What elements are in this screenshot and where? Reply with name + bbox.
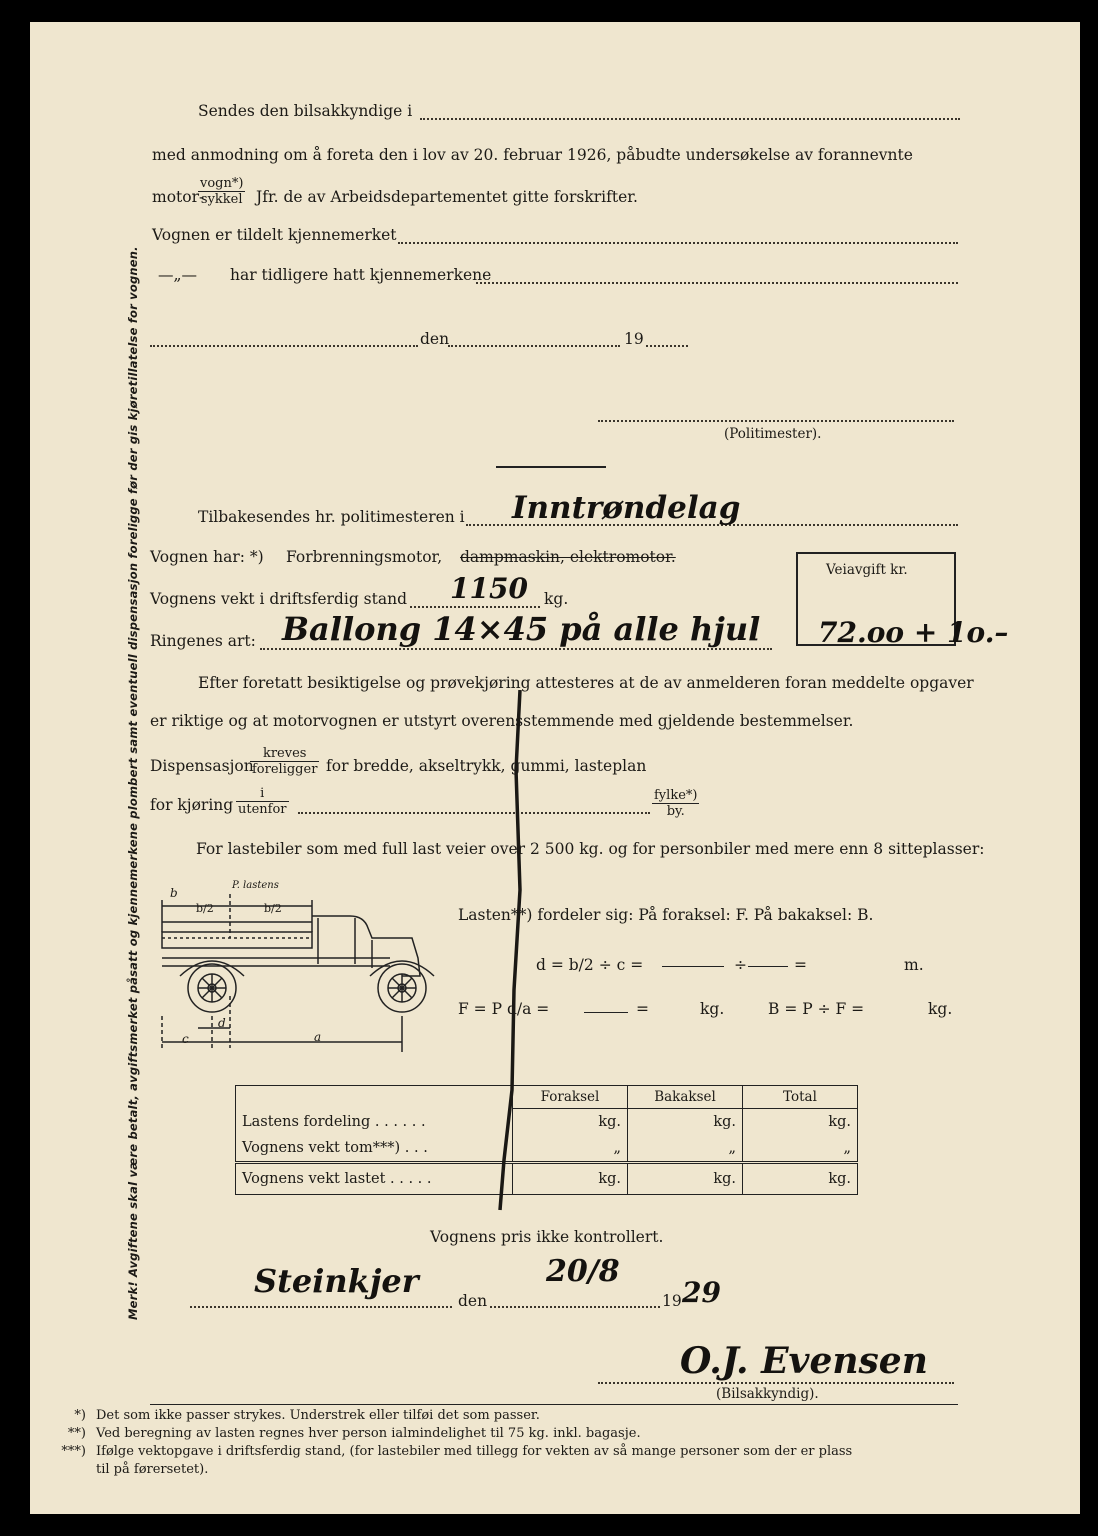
place-handwriting: Steinkjer: [254, 1262, 419, 1300]
formula-f-eq: =: [636, 1000, 649, 1018]
date-handwriting: 20/8: [546, 1254, 620, 1289]
fylke-fraction: [652, 788, 699, 819]
tidligere-label: har tidligere hatt kjennemerkene: [230, 266, 492, 284]
bilsakkyndig-label: (Bilsakkyndig).: [716, 1386, 819, 1402]
date-sign-line: [490, 1306, 660, 1308]
fylke-fraction-den: by.: [666, 804, 685, 819]
motor-type-kept: Forbrenningsmotor,: [286, 548, 443, 566]
motor-fraction-den: sykkel: [200, 192, 243, 207]
side-note: Merk! Avgiftene skal være betalt, avgiftsmerket påsatt og kjennemerkene plombert samt eventuell dispensasjon foreligge før der gis kjøretillatelse for vognen.: [126, 246, 140, 1320]
tilbakesendes-handwriting: Inntrøndelag: [512, 490, 741, 526]
footnote-divider: [150, 1404, 958, 1405]
signature: O.J. Evensen: [680, 1340, 928, 1382]
footnote-text: Det som ikke passer strykes. Understrek eller tilføi det som passer.: [96, 1408, 540, 1423]
formula-f-unit: kg.: [700, 1000, 725, 1018]
motor-fraction-num: vogn*): [200, 176, 244, 191]
lasten-text: Lasten**) fordeler sig: På foraksel: F. På bakaksel: B.: [458, 906, 874, 924]
motor-fraction: [198, 176, 245, 207]
kjoring-fraction-den: utenfor: [238, 802, 287, 817]
load-table: [235, 1085, 858, 1195]
disp-rest: for bredde, akseltrykk, gummi, lasteplan: [326, 757, 647, 775]
diagram-label-p: P. lastens: [232, 880, 279, 891]
section-divider: [496, 466, 606, 468]
formula-d-unit: m.: [904, 956, 924, 974]
politimester-line: [598, 420, 954, 422]
motor-rest: Jfr. de av Arbeidsdepartementet gitte forskrifter.: [256, 188, 638, 206]
formula-d-blank: [662, 966, 724, 967]
diagram-label-d: d: [218, 1016, 226, 1030]
veiavgift-handwriting: 72.oo + 1o.–: [818, 616, 1009, 649]
disp-fraction-num: kreves: [250, 746, 319, 762]
fylke-fraction-num: fylke*): [654, 788, 698, 803]
lastebiler-text: For lastebiler som med full last veier over 2 500 kg. og for personbiler med mere enn 8 sitteplasser:: [196, 840, 985, 858]
footnote-mark: ***): [61, 1444, 86, 1459]
row-cell: kg.: [628, 1163, 743, 1195]
request-text: med anmodning om å foreta den i lov av 20. februar 1926, påbudte undersøkelse av forannevnte: [152, 146, 913, 164]
pris-text: Vognens pris ikke kontrollert.: [430, 1228, 664, 1246]
row-cell: kg.: [743, 1109, 858, 1136]
row-cell: „: [513, 1135, 628, 1163]
place-sign-line: [190, 1306, 452, 1308]
row-label: Vognens vekt lastet . . . . .: [236, 1163, 513, 1195]
diagram-label-b2: b/2: [196, 902, 214, 915]
diagram-label-c: c: [182, 1032, 189, 1046]
row-label: Vognens vekt tom***) . . .: [236, 1135, 513, 1163]
ringenes-handwriting: Ballong 14×45 på alle hjul: [282, 610, 761, 648]
pen-stroke: [490, 690, 530, 1230]
kjennemerket-label: Vognen er tildelt kjennemerket: [152, 226, 397, 244]
footnote-text: Ved beregning av lasten regnes hver person ialmindelighet til 75 kg. inkl. bagasje.: [96, 1426, 641, 1441]
vognen-har-label: Vognen har: *): [150, 548, 264, 566]
disp-fraction: [250, 746, 319, 777]
vekt-label: Vognens vekt i driftsferdig stand: [150, 590, 407, 608]
truck-diagram: [150, 876, 440, 1056]
date-year-print: 19: [662, 1292, 682, 1310]
table-row: [236, 1163, 858, 1195]
veiavgift-label: Veiavgift kr.: [826, 562, 908, 578]
diagram-label-a: a: [314, 1030, 322, 1044]
year-label: 19: [624, 330, 644, 348]
footnote-mark: **): [67, 1426, 86, 1441]
date-line: [448, 345, 620, 347]
footnote-mark: *): [74, 1408, 86, 1423]
header-foraksel: Foraksel: [513, 1086, 628, 1109]
place-line: [150, 345, 418, 347]
year-line: [646, 345, 688, 347]
load-table-header: [236, 1086, 858, 1109]
tilbakesendes-label: Tilbakesendes hr. politimesteren i: [198, 508, 465, 526]
kjoring-fraction-num: i: [236, 786, 289, 802]
formula-f-blank: [584, 1012, 628, 1013]
formula-d-eq: =: [794, 956, 807, 974]
signature-line: [598, 1382, 954, 1384]
vekt-line: [410, 606, 540, 608]
diagram-label-b2-right: b/2: [264, 902, 282, 915]
table-row: [236, 1109, 858, 1136]
ringenes-label: Ringenes art:: [150, 632, 256, 650]
formula-d-div: ÷: [734, 956, 747, 974]
ringenes-line: [260, 648, 772, 650]
motor-prefix: motor-: [152, 188, 205, 206]
den-label: den: [420, 330, 450, 348]
row-cell: kg.: [743, 1163, 858, 1195]
formula-d-blank-2: [748, 966, 788, 967]
row-cell: kg.: [513, 1109, 628, 1136]
sendes-line: [420, 118, 960, 120]
disp-label: Dispensasjon: [150, 757, 254, 775]
kjoring-line: [298, 812, 650, 814]
vekt-handwriting: 1150: [450, 572, 528, 605]
kjennemerket-line: [398, 242, 958, 244]
row-label: Lastens fordeling . . . . . .: [236, 1109, 513, 1136]
attest-line-1: Efter foretatt besiktigelse og prøvekjøring attesteres at de av anmelderen foran meddelte opgaver: [198, 674, 974, 692]
header-total: Total: [743, 1086, 858, 1109]
disp-fraction-den: foreligger: [252, 762, 318, 777]
date-year-handwriting: 29: [682, 1276, 721, 1309]
kjoring-fraction: [236, 786, 289, 817]
load-table-corner: [236, 1086, 513, 1109]
politimester-label: (Politimester).: [724, 426, 822, 442]
date-den: den: [458, 1292, 488, 1310]
formula-b: B = P ÷ F =: [768, 1000, 865, 1018]
footnote-text: til på førersetet).: [96, 1462, 209, 1477]
footnote-text: Ifølge vektopgave i driftsferdig stand, (for lastebiler med tillegg for vekten av så mange personer som der er plass: [96, 1444, 853, 1459]
tidligere-line: [476, 282, 958, 284]
row-cell: kg.: [628, 1109, 743, 1136]
formula-d: d = b/2 ÷ c =: [536, 956, 644, 974]
motor-type-struck: dampmaskin, elektromotor.: [460, 548, 676, 566]
table-row: [236, 1135, 858, 1163]
row-cell: kg.: [513, 1163, 628, 1195]
sendes-label: Sendes den bilsakkyndige i: [198, 102, 413, 120]
formula-b-unit: kg.: [928, 1000, 953, 1018]
ditto-mark: —„—: [158, 266, 198, 284]
row-cell: „: [628, 1135, 743, 1163]
attest-line-2: er riktige og at motorvognen er utstyrt overensstemmende med gjeldende bestemmelser.: [150, 712, 854, 730]
header-bakaksel: Bakaksel: [628, 1086, 743, 1109]
formula-f: F = P d/a =: [458, 1000, 550, 1018]
vekt-unit: kg.: [544, 590, 569, 608]
diagram-label-b: b: [170, 886, 178, 900]
kjoring-label: for kjøring: [150, 796, 234, 814]
row-cell: „: [743, 1135, 858, 1163]
